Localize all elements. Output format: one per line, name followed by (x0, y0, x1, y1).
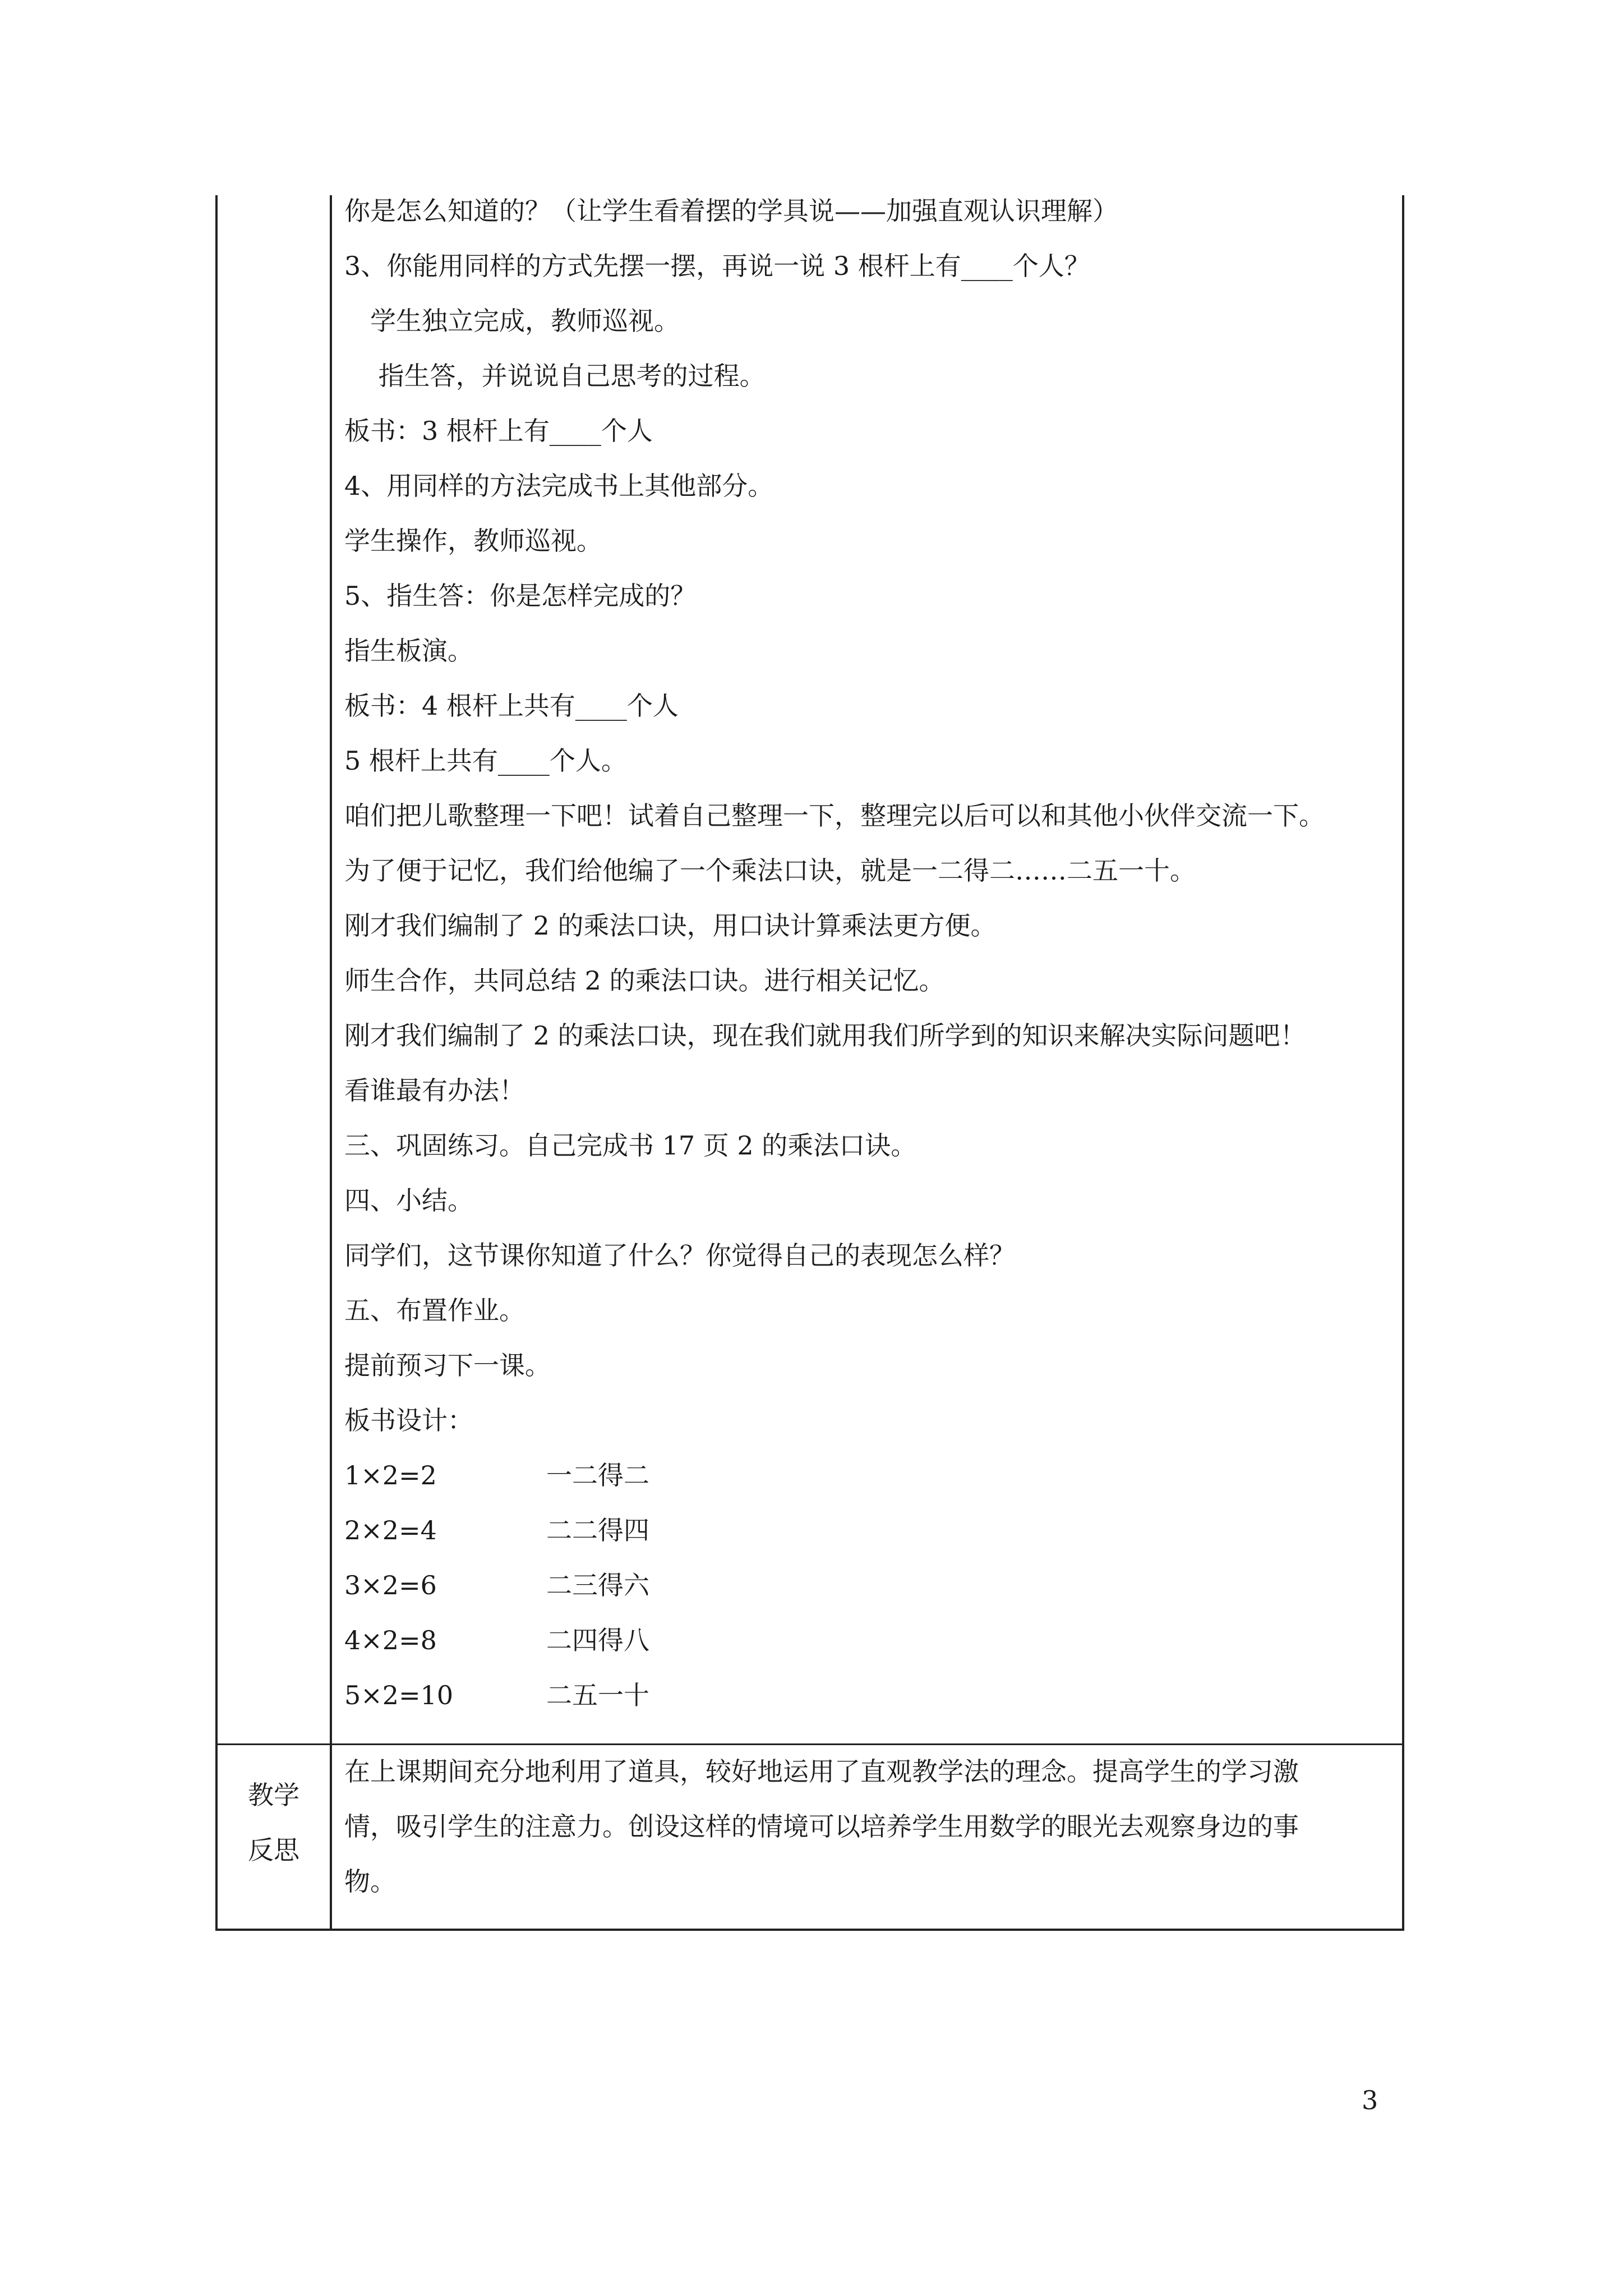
body-line: 四、小结。 (344, 1185, 473, 1216)
reflection-label (215, 1779, 332, 1866)
body-line: 为了便于记忆，我们给他编了一个乘法口诀，就是一二得二……二五一十。 (344, 855, 1196, 886)
body-line: 板书：3 根杆上有____个人 (344, 416, 653, 446)
body-line: 刚才我们编制了 2 的乘法口诀，用口诀计算乘法更方便。 (344, 910, 997, 941)
page-number: 3 (1362, 2085, 1378, 2115)
body-line: 看谁最有办法！ (344, 1075, 525, 1106)
board-row (344, 1680, 649, 1711)
body-line: 提前预习下一课。 (344, 1350, 551, 1381)
body-line: 咱们把儿歌整理一下吧！试着自己整理一下，整理完以后可以和其他小伙伴交流一下。 (344, 800, 1325, 831)
body-line: 5、指生答：你是怎样完成的？ (344, 581, 697, 611)
body-line: 板书设计： (344, 1405, 473, 1435)
board-row (344, 1570, 649, 1601)
body-line: 5 根杆上共有____个人。 (344, 746, 627, 776)
board-equation: 5×2=10 (344, 1680, 454, 1710)
body-line: 指生答，并说说自己思考的过程。 (344, 361, 766, 391)
board-row (344, 1460, 649, 1491)
reflection-label-line: 教学 (248, 1780, 299, 1810)
body-line: 刚才我们编制了 2 的乘法口诀，现在我们就用我们所学到的知识来解决实际问题吧！ (344, 1020, 1306, 1051)
board-equation: 3×2=6 (344, 1570, 437, 1600)
body-line: 五、布置作业。 (344, 1295, 525, 1326)
reflection-line: 情，吸引学生的注意力。创设这样的情境可以培养学生用数学的眼光去观察身边的事 (344, 1811, 1299, 1842)
reflection-text (344, 1756, 1387, 1921)
reflection-line: 在上课期间充分地利用了道具，较好地运用了直观教学法的理念。提高学生的学习激 (344, 1756, 1299, 1787)
board-rhyme: 二二得四 (546, 1515, 649, 1545)
table-row-divider (215, 1743, 1404, 1745)
board-rhyme: 二四得八 (546, 1625, 649, 1655)
body-line: 板书：4 根杆上共有____个人 (344, 691, 679, 721)
body-line: 学生操作，教师巡视。 (344, 526, 602, 556)
board-rhyme: 二五一十 (546, 1680, 649, 1710)
body-line: 同学们，这节课你知道了什么？你觉得自己的表现怎么样？ (344, 1240, 1015, 1271)
table-left-border (215, 195, 218, 1931)
body-line: 学生独立完成，教师巡视。 (344, 306, 680, 336)
board-row (344, 1515, 649, 1546)
body-line: 你是怎么知道的？（让学生看着摆的学具说——加强直观认识理解） (344, 196, 1118, 226)
table-column-divider (330, 195, 332, 1931)
board-equation: 4×2=8 (344, 1625, 437, 1655)
table-right-border (1402, 195, 1404, 1931)
body-line: 三、巩固练习。自己完成书 17 页 2 的乘法口诀。 (344, 1130, 917, 1161)
board-equation: 2×2=4 (344, 1515, 437, 1545)
board-rhyme: 二三得六 (546, 1570, 649, 1600)
table-bottom-border (215, 1929, 1404, 1931)
body-line: 4、用同样的方法完成书上其他部分。 (344, 471, 774, 501)
body-line: 师生合作，共同总结 2 的乘法口诀。进行相关记忆。 (344, 965, 945, 996)
board-equation: 1×2=2 (344, 1460, 437, 1490)
reflection-line: 物。 (344, 1866, 396, 1897)
reflection-label-line: 反思 (248, 1835, 299, 1865)
board-row (344, 1625, 649, 1656)
body-line: 3、你能用同样的方式先摆一摆，再说一说 3 根杆上有____个人？ (344, 251, 1090, 281)
board-rhyme: 一二得二 (546, 1460, 649, 1490)
body-line: 指生板演。 (344, 636, 473, 666)
